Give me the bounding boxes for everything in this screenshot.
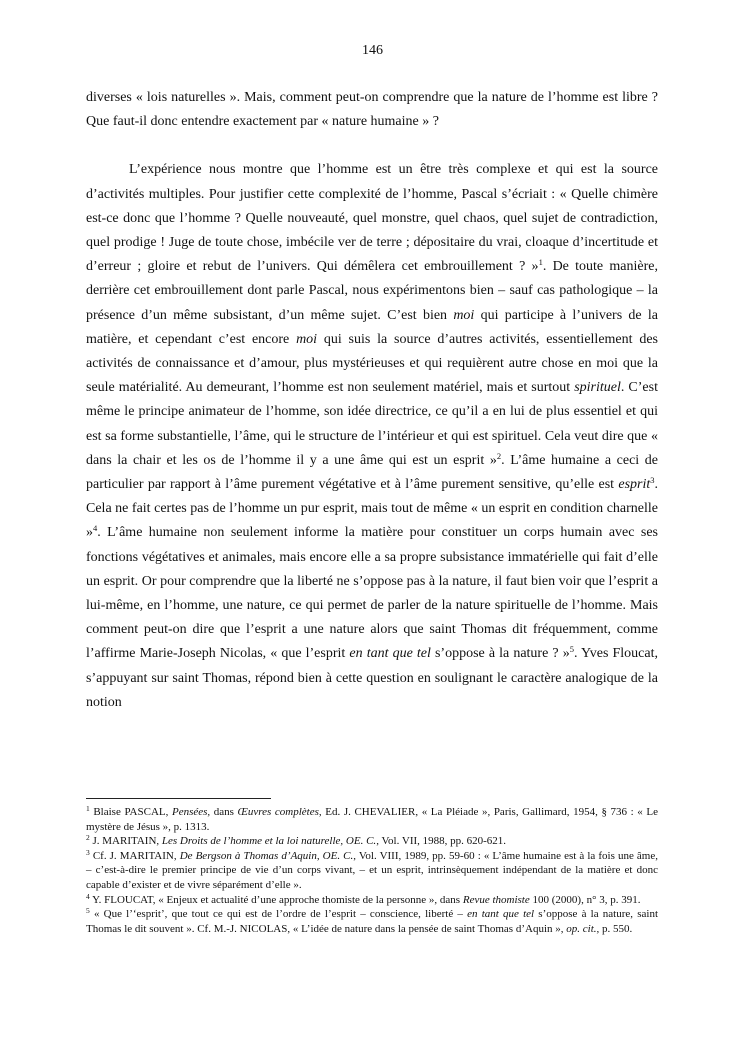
page-number: 146	[362, 43, 383, 58]
footnote-title: Pensées,	[171, 806, 211, 818]
paragraph-2	[86, 158, 658, 715]
text-run: . De toute manière, derrière cet embrouillement dont parle Pascal, nous expérimentons bien – sauf cas pathologique – la présence d’un même subsistant, d’un même sujet. C’est bien	[86, 259, 658, 323]
footnote-text: , Vol. VIII, 1989, pp. 59-60 : « L’âme humaine est à la fois une âme, – c’est-à-dire le premier principe de vie d’un corps vivant, – et un esprit, intrinsèquement indépendant de la matière et donc capable d’exister et de vivre séparément d’elle ».	[86, 849, 658, 891]
emphasis-en-tant-que-tel: en tant que tel	[349, 646, 431, 662]
footnote-number: 4	[86, 891, 90, 901]
footnote-text: « Que l’‘esprit’, que tout ce qui est de l’ordre de l’esprit – conscience, liberté –	[89, 908, 468, 921]
footnote-ref-1[interactable]: 1	[538, 257, 543, 268]
text-run: . C’est même le principe animateur de l’homme, son idée directrice, ce qu’il a en lui de plus essentiel et qui est sa forme substantielle, l’âme, qui le structure de l’intérieur et qui est spirituel. Cela veut dire que « dans la chair et les os de l’homme il y a une âme qui est un esprit »	[86, 380, 658, 468]
footnote-5	[86, 907, 658, 936]
footnote-number: 2	[86, 833, 90, 843]
footnote-title: op. cit.,	[566, 922, 600, 935]
footnote-title: en tant que tel	[467, 908, 535, 921]
footnote-text: dans	[210, 806, 238, 818]
body-text	[86, 86, 658, 715]
footnote-ref-5[interactable]: 5	[569, 644, 574, 655]
text-run: qui participe à l’univers de la matière, et cependant c’est encore	[86, 307, 658, 347]
footnotes	[86, 805, 658, 936]
footnote-separator	[86, 798, 271, 799]
footnote-ref-3[interactable]: 3	[650, 475, 655, 486]
footnote-title: Les Droits de l’homme et la loi naturelle, OE. C.	[161, 835, 377, 848]
footnote-2	[86, 834, 658, 849]
footnote-text: 100 (2000), n° 3, p. 391.	[529, 893, 641, 906]
text-run: L’expérience nous montre que l’homme est un être très complexe et qui est la source d’activités multiples. Pour justifier cette complexité de l’homme, Pascal s’écriait : « Quelle chimère est-ce donc que l’homme ? Quelle nouveauté, quel monstre, quel chaos, quel sujet de contradiction, quel prodige ! Juge de toute chose, imbécile ver de terre ; dépositaire du vrai, cloaque d’incertitude et d’erreur ; gloire et rebut de l’univers. Qui démêlera cet embrouillement ? »	[86, 162, 658, 275]
footnote-3	[86, 849, 658, 893]
footnote-title: Œuvres complètes,	[237, 806, 322, 818]
footnote-4	[86, 893, 658, 908]
footnote-text: Y. FLOUCAT, « Enjeux et actualité d’une approche thomiste de la personne », dans	[89, 893, 463, 906]
text-run: . Yves Floucat, s’appuyant sur saint Thomas, répond bien à cette question en soulignant le caractère analogique de la notion	[86, 646, 658, 710]
text-run: qui suis la source d’autres activités, essentiellement des activités de connaissance et d’amour, plus mystérieuses et qui requièrent autre chose en moi que la seule matérialité. Au demeurant, l’homme est non seulement matériel, mais et surtout	[86, 331, 658, 396]
footnote-number: 1	[86, 804, 90, 813]
footnote-text: Ed. J. CHEVALIER, « La Pléiade », Paris, Gallimard, 1954, § 736 : « Le mystère de Jésus », p. 1313.	[86, 806, 658, 833]
footnote-title: De Bergson à Thomas d’Aquin, OE. C.	[179, 849, 354, 862]
footnote-ref-4[interactable]: 4	[93, 523, 98, 534]
emphasis-esprit: esprit	[618, 477, 651, 493]
footnote-text: s’oppose à la nature, saint Thomas le dit souvent ». Cf. M.-J. NICOLAS, « L’idée de nature dans la pensée de saint Thomas d’Aquin »,	[86, 908, 659, 935]
footnote-text: Blaise PASCAL,	[89, 806, 172, 818]
footnote-ref-2[interactable]: 2	[496, 450, 502, 461]
paragraph-1: diverses « lois naturelles ». Mais, comment peut-on comprendre que la nature de l’homme est libre ? Que faut-il donc entendre exactement par « nature humaine » ?	[86, 90, 658, 130]
text-run: . L’âme humaine a ceci de particulier par rapport à l’âme purement végétative et à l’âme purement sensitive, qu’elle est	[86, 452, 658, 493]
footnote-text: p. 550.	[599, 922, 633, 935]
footnote-title: Revue thomiste	[462, 893, 530, 906]
emphasis-spirituel: spirituel	[574, 380, 621, 396]
emphasis-moi: moi	[453, 307, 475, 323]
text-run: . L’âme humaine non seulement informe la matière pour constituer un corps humain avec ses fonctions végétatives et animales, mais encore elle a sa propre subsistance immatérielle qui fait d’elle un esprit. Or pour comprendre que la liberté ne s’oppose pas à la nature, il faut bien voir que l’esprit a lui-même, en l’homme, une nature, ce qui permet de parler de la nature spirituelle de l’homme. Mais comment peut-on dire que l’esprit a une nature alors que saint Thomas dit fréquemment, comme l’affirme Marie-Joseph Nicolas, « que l’esprit	[86, 525, 658, 662]
footnote-number: 5	[86, 906, 90, 916]
footnote-number: 3	[86, 847, 90, 857]
footnote-text: J. MARITAIN,	[89, 835, 162, 848]
emphasis-moi: moi	[296, 331, 318, 347]
footnote-1	[86, 805, 658, 834]
footnote-text: Cf. J. MARITAIN,	[89, 849, 180, 862]
footnote-text: , Vol. VII, 1988, pp. 620-621.	[376, 835, 507, 848]
text-run: s’oppose à la nature ? »	[430, 646, 570, 662]
text-run: . Cela ne fait certes pas de l’homme un pur esprit, mais tout de même « un esprit en condition charnelle »	[86, 477, 658, 541]
